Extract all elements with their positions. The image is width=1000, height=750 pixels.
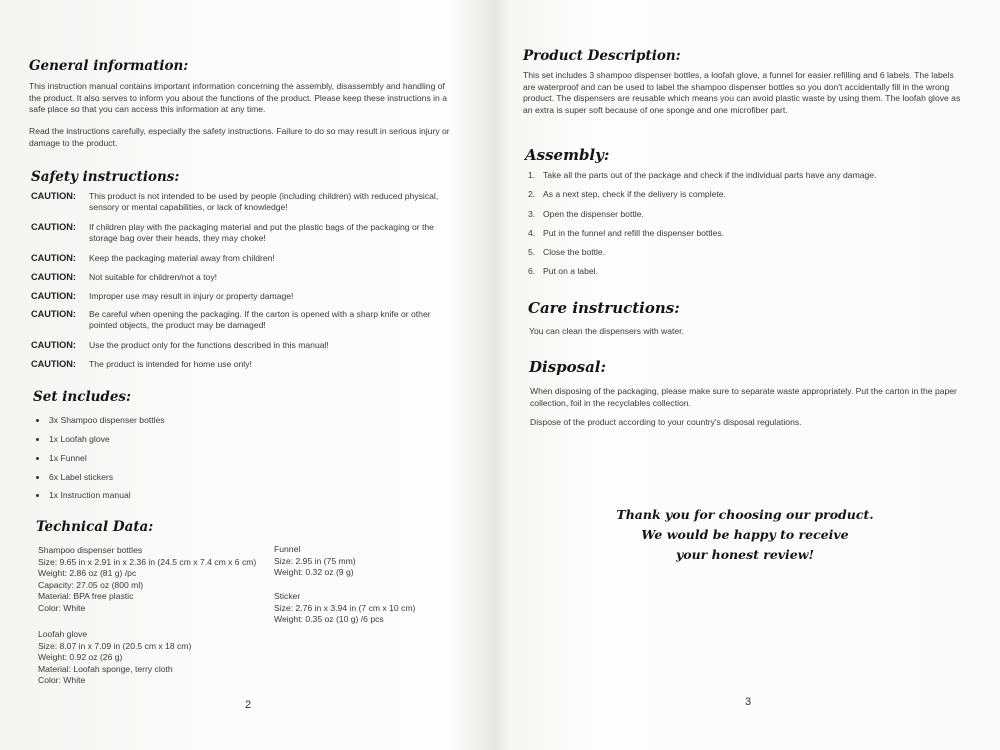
assembly-step	[528, 266, 598, 276]
step-text: As a next step, check if the delivery is complete.	[543, 189, 726, 199]
thank-you-line: Thank you for choosing our product.	[616, 507, 874, 522]
caution-label: CAUTION:	[31, 191, 76, 201]
list-item-text: 3x Shampoo dispenser bottles	[49, 415, 165, 425]
tech-shampoo-bottles	[38, 545, 256, 614]
list-item	[36, 434, 110, 444]
disposal-paragraph-1: When disposing of the packaging, please make sure to separate waste appropriately. Put the carton in the paper collection, foil in the recyclables collection.	[530, 386, 957, 408]
tech-line: Capacity: 27.05 oz (800 ml)	[38, 579, 144, 590]
step-text: Open the dispenser bottle.	[543, 209, 644, 219]
assembly-heading: Assembly:	[525, 146, 610, 164]
tech-line: Loofah glove	[38, 629, 88, 639]
step-text: Close the bottle.	[543, 247, 606, 257]
bullet-dot	[36, 457, 39, 460]
assembly-step	[528, 170, 876, 180]
assembly-step	[528, 247, 605, 257]
caution-text: This product is not intended to be used by people (including children) with reduced physical, sensory or mental capabilities, or lack of knowledge!	[89, 191, 439, 213]
page-number-right: 3	[745, 696, 752, 708]
step-number: 4.	[528, 228, 536, 238]
caution-label: CAUTION:	[31, 272, 76, 282]
technical-data-heading: Technical Data:	[36, 519, 154, 535]
step-number: 3.	[528, 209, 536, 219]
bullet-dot	[36, 419, 39, 422]
caution-label: CAUTION:	[31, 291, 76, 301]
tech-line: Shampoo dispenser bottles	[38, 545, 143, 555]
list-item-text: 1x Funnel	[49, 453, 87, 463]
caution-label: CAUTION:	[31, 309, 76, 319]
general-information-paragraph-2: Read the instructions carefully, especially the safety instructions. Failure to do so may result in serious injury or damage to the product.	[29, 126, 450, 148]
caution-text: Use the product only for the functions described in this manual!	[89, 340, 329, 350]
tech-line: Size: 8.07 in x 7.09 in (20.5 cm x 18 cm)	[38, 640, 192, 651]
tech-line: Size: 2.95 in (75 mm)	[274, 555, 356, 566]
caution-text: Improper use may result in injury or property damage!	[89, 291, 294, 301]
list-item-text: 1x Instruction manual	[49, 490, 131, 500]
caution-label: CAUTION:	[31, 253, 76, 263]
list-item-text: 6x Label stickers	[49, 472, 114, 482]
list-item	[36, 472, 113, 482]
caution-text: Not suitable for children/not a toy!	[89, 272, 218, 282]
disposal-paragraph-2: Dispose of the product according to your country's disposal regulations.	[530, 417, 802, 427]
step-number: 5.	[528, 247, 536, 257]
care-instructions-heading: Care instructions:	[528, 299, 680, 317]
tech-funnel	[274, 544, 356, 579]
bullet-dot	[36, 476, 39, 479]
bullet-dot	[36, 438, 39, 441]
step-text: Take all the parts out of the package and check if the individual parts have any damage.	[543, 170, 877, 180]
list-item	[36, 453, 87, 463]
tech-line: Color: White	[38, 675, 86, 685]
tech-line: Weight: 2.86 oz (81 g) /pc	[38, 568, 137, 578]
caution-label: CAUTION:	[31, 340, 76, 350]
thank-you-line: We would be happy to receive	[641, 527, 849, 542]
safety-instructions-heading: Safety instructions:	[31, 169, 180, 185]
tech-line: Color: White	[38, 602, 86, 613]
set-includes-heading: Set includes:	[33, 389, 131, 405]
caution-label: CAUTION:	[31, 359, 76, 369]
step-text: Put in the funnel and refill the dispenser bottles.	[543, 228, 725, 238]
product-description-text: This set includes 3 shampoo dispenser bottles, a loofah glove, a funnel for easier refilling and 6 labels. The labels are waterproof and can be used to label the shampoo dispenser bottles so you don't accidentally fill in the wrong product. The dispensers are reusable which means you can avoid plastic waste by using them. The loofah glove as an extra is super soft because of one sponge and one microfiber part.	[523, 70, 961, 115]
caution-label: CAUTION:	[31, 222, 76, 232]
caution-text: The product is intended for home use only!	[89, 359, 252, 369]
thank-you-line: your honest review!	[675, 547, 814, 562]
tech-line: Material: BPA free plastic	[38, 591, 134, 601]
step-number: 1.	[528, 170, 536, 180]
disposal-heading: Disposal:	[529, 358, 607, 376]
product-description-heading: Product Description:	[523, 48, 681, 64]
list-item-text: 1x Loofah glove	[49, 434, 110, 444]
bullet-dot	[36, 494, 39, 497]
tech-line: Weight: 0.35 oz (10 g) /6 pcs	[274, 614, 384, 624]
tech-line: Material: Loofah sponge, terry cloth	[38, 663, 173, 674]
caution-text: If children play with the packaging material and put the plastic bags of the packaging or the storage bag over their heads, they may choke!	[89, 222, 434, 244]
general-information-paragraph-1: This instruction manual contains important information concerning the assembly, disassembly and handling of the product. It also serves to inform you about the functions of the product. Please keep these instructions in a safe place so that you can access this information at any time.	[29, 81, 447, 115]
assembly-step	[528, 189, 726, 199]
tech-line: Weight: 0.32 oz (9 g)	[274, 567, 354, 577]
list-item	[36, 490, 131, 500]
list-item	[36, 415, 165, 425]
step-text: Put on a label.	[543, 266, 598, 276]
tech-line: Weight: 0.92 oz (26 g)	[38, 652, 123, 662]
tech-sticker	[274, 591, 415, 626]
caution-text: Be careful when opening the packaging. If the carton is opened with a sharp knife or other pointed objects, the product may be damaged!	[89, 309, 431, 331]
tech-line: Sticker	[274, 591, 301, 601]
tech-line: Size: 2.76 in x 3.94 in (7 cm x 10 cm)	[274, 602, 416, 613]
general-information-heading: General information:	[29, 58, 189, 74]
tech-loofah-glove	[38, 629, 191, 687]
care-instructions-text: You can clean the dispensers with water.	[529, 326, 684, 336]
caution-text: Keep the packaging material away from children!	[89, 253, 275, 263]
page-number-left: 2	[245, 699, 252, 711]
step-number: 2.	[528, 189, 536, 199]
tech-line: Size: 9.65 in x 2.91 in x 2.36 in (24.5 cm x 7.4 cm x 6 cm)	[38, 556, 257, 567]
thank-you-message	[600, 505, 890, 565]
assembly-step	[528, 228, 724, 238]
tech-line: Funnel	[274, 544, 301, 554]
assembly-step	[528, 209, 644, 219]
step-number: 6.	[528, 266, 536, 276]
